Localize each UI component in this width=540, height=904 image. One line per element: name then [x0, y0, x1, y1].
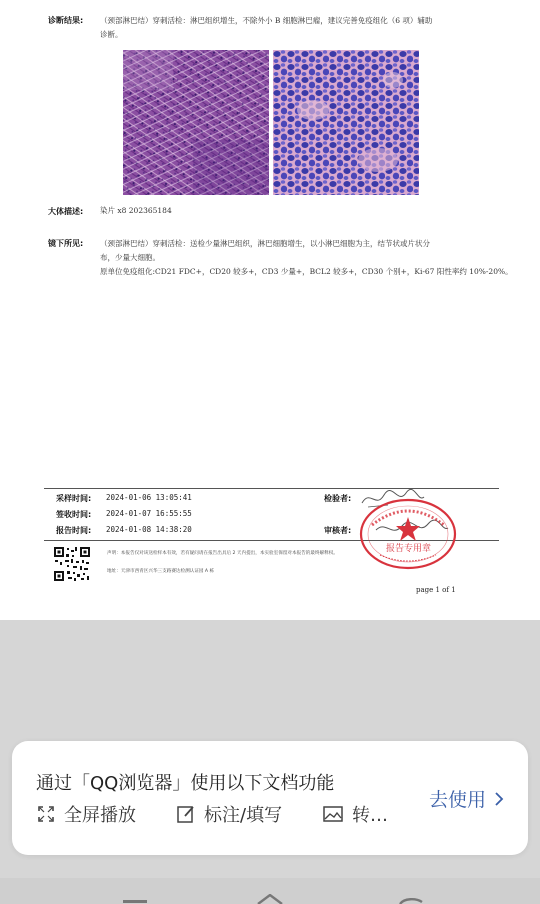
report-label: 报告时间: [56, 526, 92, 535]
prompt-title: 通过「QQ浏览器」使用以下文档功能 [36, 773, 335, 794]
fullscreen-icon [36, 804, 56, 824]
inspector-label: 检验者: [324, 494, 352, 503]
divider-top [44, 488, 499, 489]
diagnosis-text-line1: （颈部淋巴结）穿刺活检：淋巴组织增生，不除外小 B 细胞淋巴瘤，建议完善免疫组化（6 项）辅助 [100, 16, 433, 25]
qq-browser-prompt-card [12, 741, 528, 855]
micro-text-line2: 布，少量大细胞。 [100, 253, 160, 262]
fullscreen-play-label: 全屏播放 [64, 805, 136, 826]
edit-icon [176, 804, 196, 824]
go-use-button[interactable] [429, 785, 506, 812]
back-icon[interactable] [396, 896, 424, 904]
system-navigation-bar [0, 878, 540, 904]
micro-label: 镜下所见: [48, 239, 84, 248]
diagnosis-text-line2: 诊断。 [100, 30, 123, 39]
qr-code [53, 546, 91, 582]
gross-text: 染片 x8 202365184 [100, 206, 172, 215]
histology-image-high-power [273, 50, 419, 195]
micro-text-line1: （颈部淋巴结）穿刺活检：送检少量淋巴组织，淋巴细胞增生，以小淋巴细胞为主，结节状或片状分 [100, 239, 430, 248]
address-text: 地址：天津市西青区兴华三支路赛达检测认证园 A 栋 [107, 569, 215, 574]
convert-option[interactable] [322, 803, 388, 825]
histology-image-low-power [123, 50, 269, 195]
receive-time: 2024-01-07 16:55:55 [106, 509, 192, 518]
chevron-right-icon [492, 791, 506, 807]
statement-text: 声明：本报告仅对该送检样本有效，若有疑问请在报告出具后 2 天内提出，本实验室保留对本报告的最终解释权。 [107, 551, 338, 556]
page-indicator: page 1 of 1 [416, 586, 456, 594]
home-icon[interactable] [256, 894, 284, 904]
convert-label: 转… [352, 805, 388, 826]
micro-text-line3: 原单位免疫组化:CD21 FDC+，CD20 较多+，CD3 少量+，BCL2 较多+，CD30 个别+，Ki-67 阳性率约 10%-20%。 [100, 267, 513, 276]
image-icon [322, 804, 344, 824]
report-time: 2024-01-08 14:38:20 [106, 525, 192, 534]
reviewer-label: 审核者: [324, 526, 352, 535]
report-seal-stamp [358, 497, 458, 571]
gross-label: 大体描述: [48, 207, 84, 216]
sampling-label: 采样时间: [56, 494, 92, 503]
sampling-time: 2024-01-06 13:05:41 [106, 493, 192, 502]
receive-label: 签收时间: [56, 510, 92, 519]
annotate-fill-label: 标注/填写 [204, 805, 283, 826]
go-use-label: 去使用 [428, 789, 486, 811]
stamp-text: 报告专用章 [386, 544, 432, 554]
menu-icon[interactable] [123, 900, 147, 903]
annotate-fill-option[interactable] [176, 803, 282, 825]
diagnosis-label: 诊断结果: [48, 16, 84, 25]
fullscreen-play-option[interactable] [36, 803, 136, 825]
